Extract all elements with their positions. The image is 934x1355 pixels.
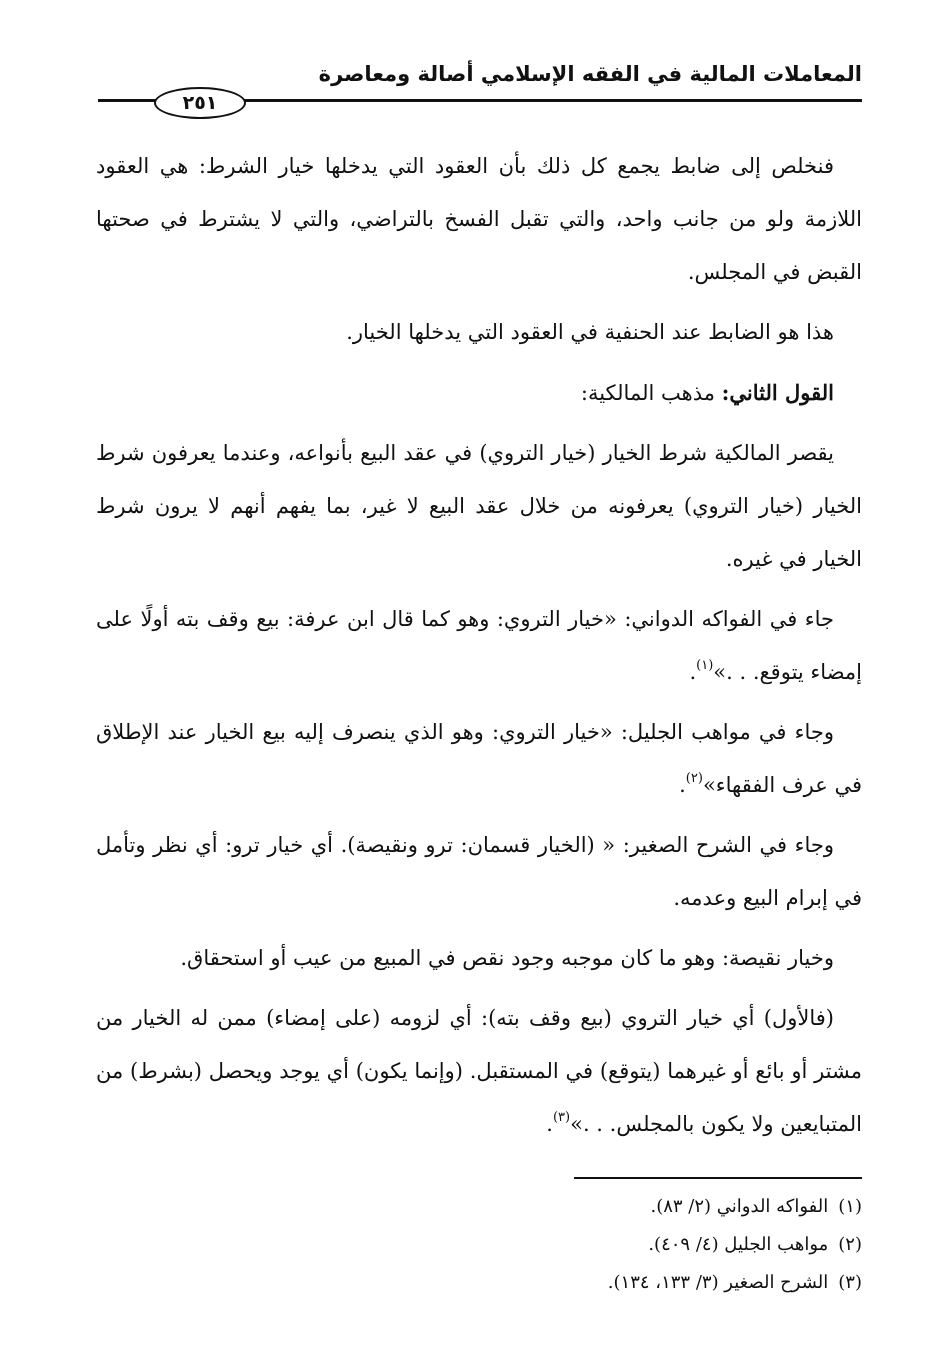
footnote-2 <box>96 1226 862 1264</box>
paragraph-4-text: يقصر المالكية شرط الخيار (خيار التروي) في عقد البيع بأنواعه، وعندما يعرفون شرط الخيار (خيار التروي) يعرفونه من خلال عقد البيع لا غير، بما يفهم أنهم لا يرون شرط الخيار في غيره. <box>96 441 862 571</box>
section-heading <box>96 366 862 420</box>
section-heading-rest: مذهب المالكية: <box>580 381 722 405</box>
paragraph-9-text: (فالأول) أي خيار التروي (بيع وقف بته): أي لزومه (على إمضاء) ممن له الخيار من مشتر أو بائع أو غيرهما (يتوقع) في المستقبل. (وإنما يكون) أي يوجد ويحصل (بشرط) من المتبايعين ولا يكون بالمجلس. . .» <box>96 1006 862 1136</box>
paragraph-2 <box>96 306 862 359</box>
footnote-text: الشرح الصغير (٣/ ١٣٣، ١٣٤). <box>607 1272 829 1293</box>
paragraph-8 <box>96 932 862 985</box>
footnote-3 <box>96 1264 862 1302</box>
paragraph-6-end: . <box>679 773 686 797</box>
footnote-number: (٣) <box>838 1272 862 1293</box>
footnotes <box>96 1188 862 1302</box>
footnote-number: (١) <box>838 1196 862 1217</box>
running-title: المعاملات المالية في الفقه الإسلامي أصالة ومعاصرة <box>318 62 862 86</box>
paragraph-5-end: . <box>689 660 697 684</box>
paragraph-1 <box>96 140 862 299</box>
paragraph-6 <box>96 706 862 812</box>
section-heading-bold: القول الثاني: <box>721 380 834 405</box>
paragraph-7-text: وجاء في الشرح الصغير: « (الخيار قسمان: ترو ونقيصة). أي خيار ترو: أي نظر وتأمل في إبرام البيع وعدمه. <box>96 833 862 910</box>
footnote-1 <box>96 1188 862 1226</box>
footnote-separator <box>574 1177 862 1179</box>
footnote-text: مواهب الجليل (٤/ ٤٠٩). <box>648 1234 829 1255</box>
footnote-number: (٢) <box>838 1234 862 1255</box>
paragraph-5 <box>96 593 862 699</box>
paragraph-6-text: وجاء في مواهب الجليل: «خيار التروي: وهو الذي ينصرف إليه بيع الخيار عند الإطلاق في عرف الفقهاء» <box>96 720 862 797</box>
paragraph-4 <box>96 427 862 586</box>
footnote-ref-3: (٣) <box>552 1110 571 1125</box>
page-number: ٢٥١ <box>154 87 246 119</box>
paragraph-1-text: فنخلص إلى ضابط يجمع كل ذلك بأن العقود التي يدخلها خيار الشرط: هي العقود اللازمة ولو من جانب واحد، والتي تقبل الفسخ بالتراضي، والتي لا يشترط في صحتها القبض في المجلس. <box>96 154 862 284</box>
paragraph-5-text: جاء في الفواكه الدواني: «خيار التروي: وهو كما قال ابن عرفة: بيع وقف بته أولًا على إمضاء يتوقع. . .» <box>96 607 862 684</box>
paragraph-2-text: هذا هو الضابط عند الحنفية في العقود التي يدخلها الخيار. <box>346 320 834 344</box>
paragraph-7 <box>96 819 862 925</box>
footnote-ref-1: (١) <box>696 658 714 673</box>
paragraph-9-end: . <box>546 1112 553 1136</box>
footnote-text: الفواكه الدواني (٢/ ٨٣). <box>650 1196 829 1217</box>
paragraph-8-text: وخيار نقيصة: وهو ما كان موجبه وجود نقص في المبيع من عيب أو استحقاق. <box>180 946 834 970</box>
paragraph-9 <box>96 992 862 1151</box>
footnote-ref-2: (٢) <box>685 771 703 786</box>
main-text <box>96 140 862 1158</box>
